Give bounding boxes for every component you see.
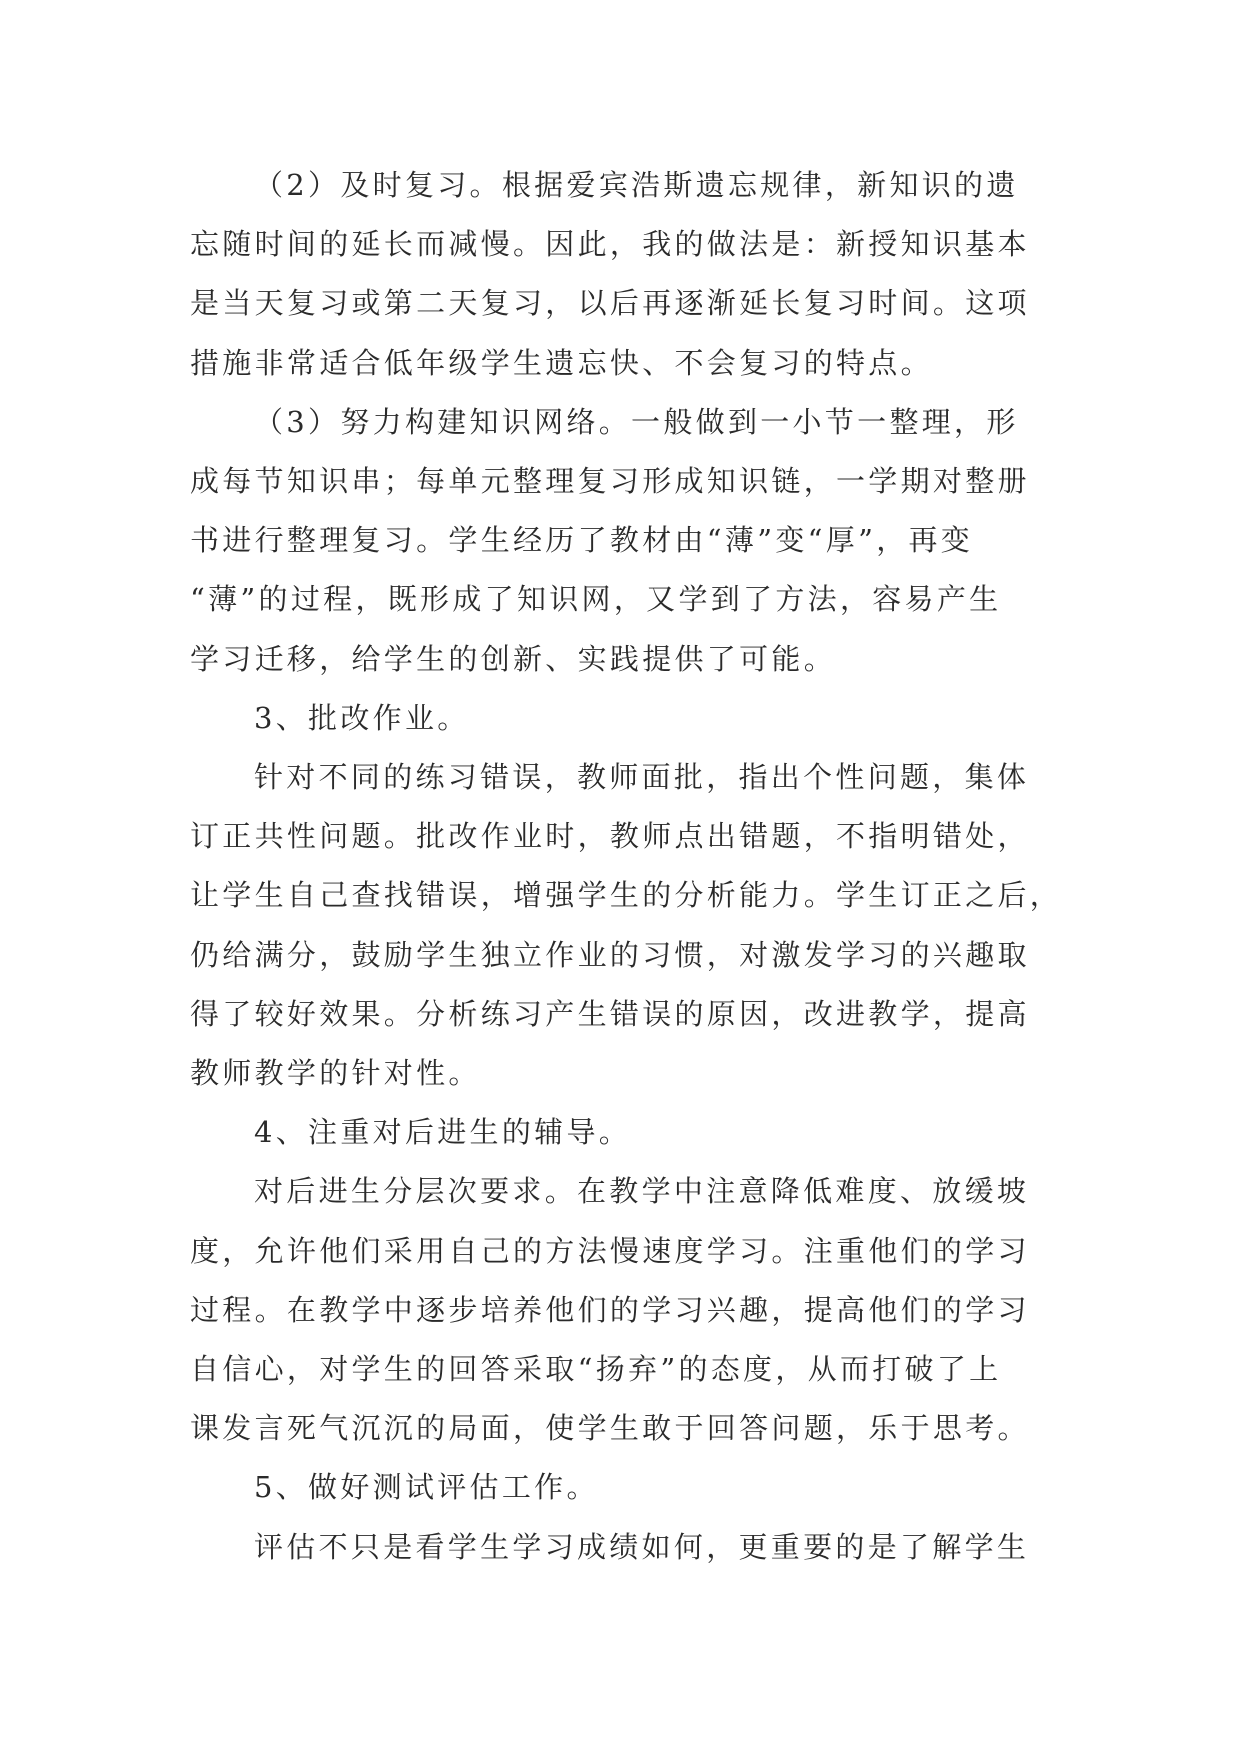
text-line: 仍给满分，鼓励学生独立作业的习惯，对激发学习的兴趣取 [190,937,1030,972]
text-line: 订正共性问题。批改作业时，教师点出错题，不指明错处， [190,819,1030,854]
text-line: 学习迁移，给学生的创新、实践提供了可能。 [190,641,837,676]
heading-grading-homework [190,689,1050,748]
text-line: 度，允许他们采用自己的方法慢速度学习。注重他们的学习 [190,1233,1030,1268]
document-body [190,156,1063,1577]
section-heading: 4、注重对后进生的辅导。 [254,1115,632,1150]
text-line: 针对不同的练习错误，教师面批，指出个性问题，集体 [254,760,1030,795]
text-line: “薄”的过程，既形成了知识网，又学到了方法，容易产生 [190,582,1002,617]
text-line: 得了较好效果。分析练习产生错误的原因，改进教学，提高 [190,996,1030,1031]
section-heading: 5、做好测试评估工作。 [254,1470,599,1505]
text-line: 忘随时间的延长而减慢。因此，我的做法是：新授知识基本 [190,227,1030,262]
text-line: 措施非常适合低年级学生遗忘快、不会复习的特点。 [190,345,933,380]
text-line: （3）努力构建知识网络。一般做到一小节一整理，形 [254,404,1019,439]
text-line: 让学生自己查找错误，增强学生的分析能力。学生订正之后， [190,878,1063,913]
text-line: 成每节知识串；每单元整理复习形成知识链，一学期对整册 [190,464,1030,499]
heading-struggling-students [190,1103,1050,1162]
text-line: （2）及时复习。根据爱宾浩斯遗忘规律，新知识的遗 [254,168,1019,202]
text-line: 过程。在教学中逐步培养他们的学习兴趣，提高他们的学习 [190,1292,1030,1327]
paragraph-timely-review [190,156,1050,393]
heading-testing-evaluation [190,1458,1050,1517]
text-line: 对后进生分层次要求。在教学中注意降低难度、放缓坡 [254,1174,1030,1209]
text-line: 自信心，对学生的回答采取“扬弃”的态度，从而打破了上 [190,1352,1002,1387]
text-line: 书进行整理复习。学生经历了教材由“薄”变“厚”，再变 [190,523,974,558]
paragraph-testing-evaluation [190,1518,1050,1577]
text-line: 课发言死气沉沉的局面，使学生敢于回答问题，乐于思考。 [190,1411,1030,1446]
section-heading: 3、批改作业。 [254,700,470,735]
paragraph-struggling-students [190,1162,1050,1458]
paragraph-grading-homework [190,748,1063,1103]
text-line: 评估不只是看学生学习成绩如何，更重要的是了解学生 [254,1529,1030,1564]
text-line: 是当天复习或第二天复习，以后再逐渐延长复习时间。这项 [190,286,1030,321]
text-line: 教师教学的针对性。 [190,1056,481,1091]
paragraph-knowledge-network [190,393,1050,689]
